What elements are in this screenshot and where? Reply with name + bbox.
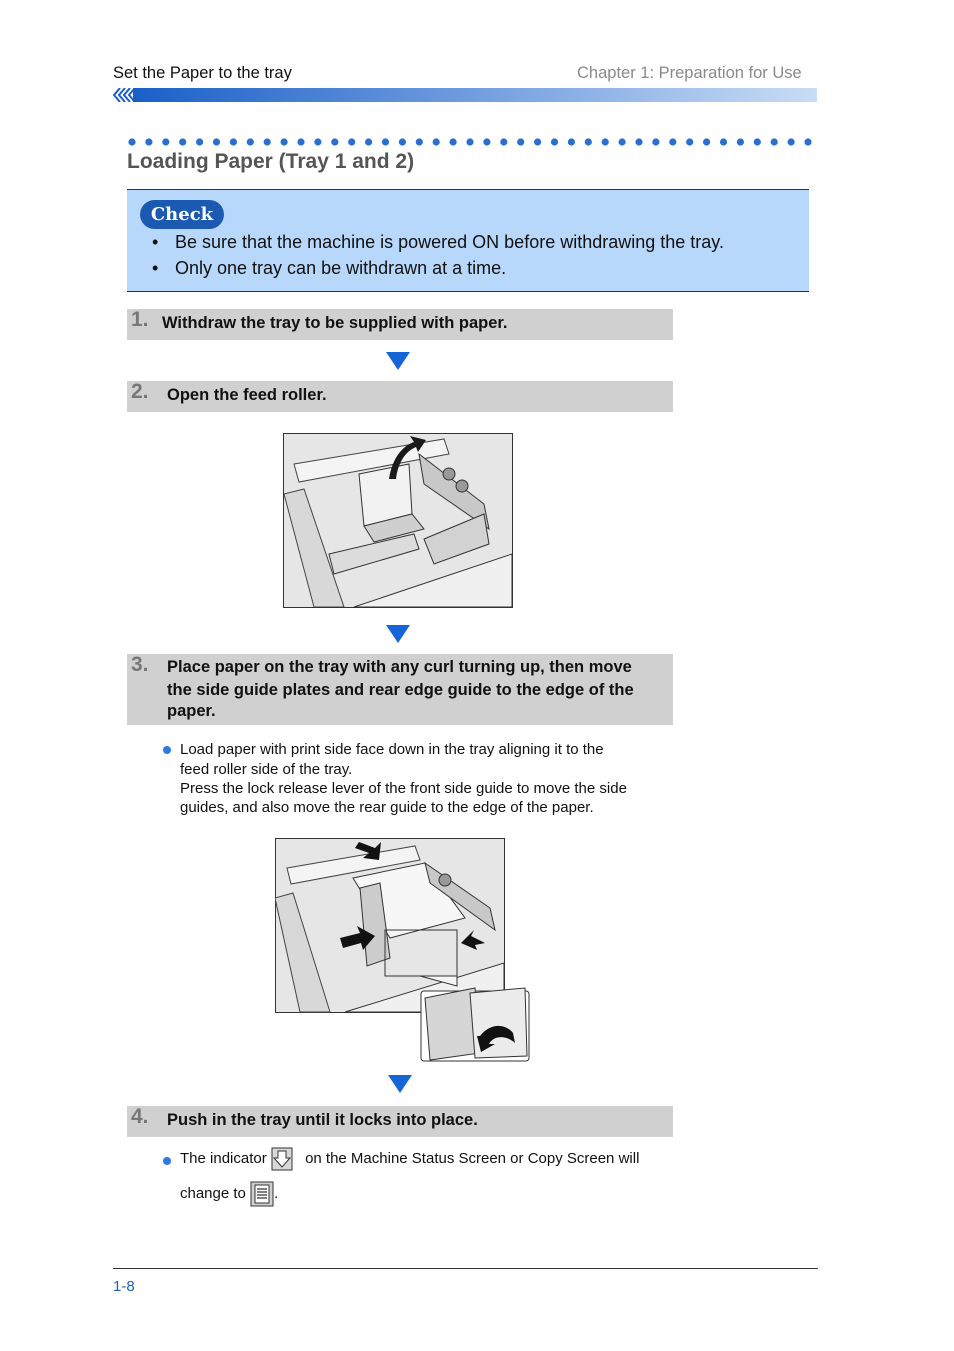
step-number: 3.	[131, 653, 149, 676]
bullet-dot-icon	[163, 1157, 171, 1165]
step-3-bar	[127, 654, 673, 725]
rule-dot	[585, 138, 592, 145]
rule-dot	[771, 138, 778, 145]
footer-rule	[113, 1268, 818, 1269]
rule-dot	[416, 138, 423, 145]
rule-dot	[737, 138, 744, 145]
rule-dot	[804, 138, 811, 145]
down-arrow-icon	[386, 625, 410, 643]
rule-dot	[788, 138, 795, 145]
note-line: Load paper with print side face down in the tray aligning it to the	[180, 741, 604, 758]
step-2-bar	[127, 381, 673, 412]
note-line: Press the lock release lever of the front side guide to move the side	[180, 780, 627, 797]
rule-dot	[399, 138, 406, 145]
bullet-icon: •	[152, 232, 159, 252]
step-1-bar	[127, 309, 673, 340]
rule-dot	[264, 138, 271, 145]
rule-dot	[433, 138, 440, 145]
bullet-icon: •	[152, 258, 159, 278]
rule-dot	[247, 138, 254, 145]
step-text: Push in the tray until it locks into place.	[167, 1111, 478, 1129]
rule-dot	[534, 138, 541, 145]
rule-dot	[297, 138, 304, 145]
rule-dot	[450, 138, 457, 145]
bullet-dot-icon	[163, 746, 171, 754]
rule-dot	[365, 138, 372, 145]
rule-dot	[602, 138, 609, 145]
step-4-bar	[127, 1106, 673, 1137]
note-text: The indicator	[180, 1150, 267, 1167]
note-line: guides, and also move the rear guide to the edge of the paper.	[180, 799, 594, 816]
rule-dot	[179, 138, 186, 145]
note-line	[180, 1180, 278, 1208]
rule-dot	[686, 138, 693, 145]
rule-dot	[635, 138, 642, 145]
check-box	[127, 189, 809, 292]
rule-dot	[213, 138, 220, 145]
step-number: 2.	[131, 380, 149, 403]
header-gradient-bar	[113, 88, 817, 102]
rule-dot	[145, 138, 152, 145]
down-arrow-icon	[386, 352, 410, 370]
note-line	[180, 1144, 639, 1174]
rule-dot	[128, 138, 135, 145]
step-number: 1.	[131, 308, 149, 331]
step-number: 4.	[131, 1105, 149, 1128]
rule-dot	[162, 138, 169, 145]
step-text-line: paper.	[167, 702, 216, 720]
down-arrow-icon	[388, 1075, 412, 1093]
rule-dot	[314, 138, 321, 145]
rule-dot	[500, 138, 507, 145]
note-text: .	[274, 1185, 279, 1202]
header-chapter-title: Chapter 1: Preparation for Use	[577, 64, 802, 82]
check-item-text: Only one tray can be withdrawn at a time.	[175, 258, 507, 278]
rule-dot	[230, 138, 237, 145]
check-badge: Check	[140, 200, 224, 229]
check-item	[152, 232, 724, 253]
rule-dot	[517, 138, 524, 145]
rule-dot	[720, 138, 727, 145]
page-number: 1-8	[113, 1278, 135, 1295]
rule-dot	[466, 138, 473, 145]
rule-dot	[331, 138, 338, 145]
rule-dot	[568, 138, 575, 145]
note-text: change to	[180, 1185, 246, 1202]
check-item-text: Be sure that the machine is powered ON before withdrawing the tray.	[175, 232, 724, 252]
note-line: feed roller side of the tray.	[180, 761, 353, 778]
rule-dot	[652, 138, 659, 145]
rule-dot	[703, 138, 710, 145]
figure-place-paper	[275, 838, 531, 1064]
rule-dot	[348, 138, 355, 145]
step-text-line: the side guide plates and rear edge guide to the edge of the	[167, 681, 634, 699]
rule-dot	[754, 138, 761, 145]
rule-dot	[669, 138, 676, 145]
step-text: Open the feed roller.	[167, 386, 327, 404]
rule-dot	[281, 138, 288, 145]
rule-dot	[196, 138, 203, 145]
check-item	[152, 258, 507, 279]
paper-tray-indicator-icon	[250, 1181, 274, 1207]
header-section-title: Set the Paper to the tray	[113, 64, 292, 82]
note-text: on the Machine Status Screen or Copy Screen will	[305, 1150, 640, 1167]
rule-dot	[483, 138, 490, 145]
figure-open-feed-roller	[283, 433, 513, 608]
rule-dot	[551, 138, 558, 145]
page-title: Loading Paper (Tray 1 and 2)	[127, 150, 415, 173]
title-dot-rule	[127, 137, 817, 147]
step-text: Withdraw the tray to be supplied with paper.	[162, 314, 508, 332]
step-text-line: Place paper on the tray with any curl turning up, then move	[167, 658, 632, 676]
rule-dot	[619, 138, 626, 145]
rule-dot	[382, 138, 389, 145]
tray-withdrawn-indicator-icon	[271, 1147, 293, 1171]
